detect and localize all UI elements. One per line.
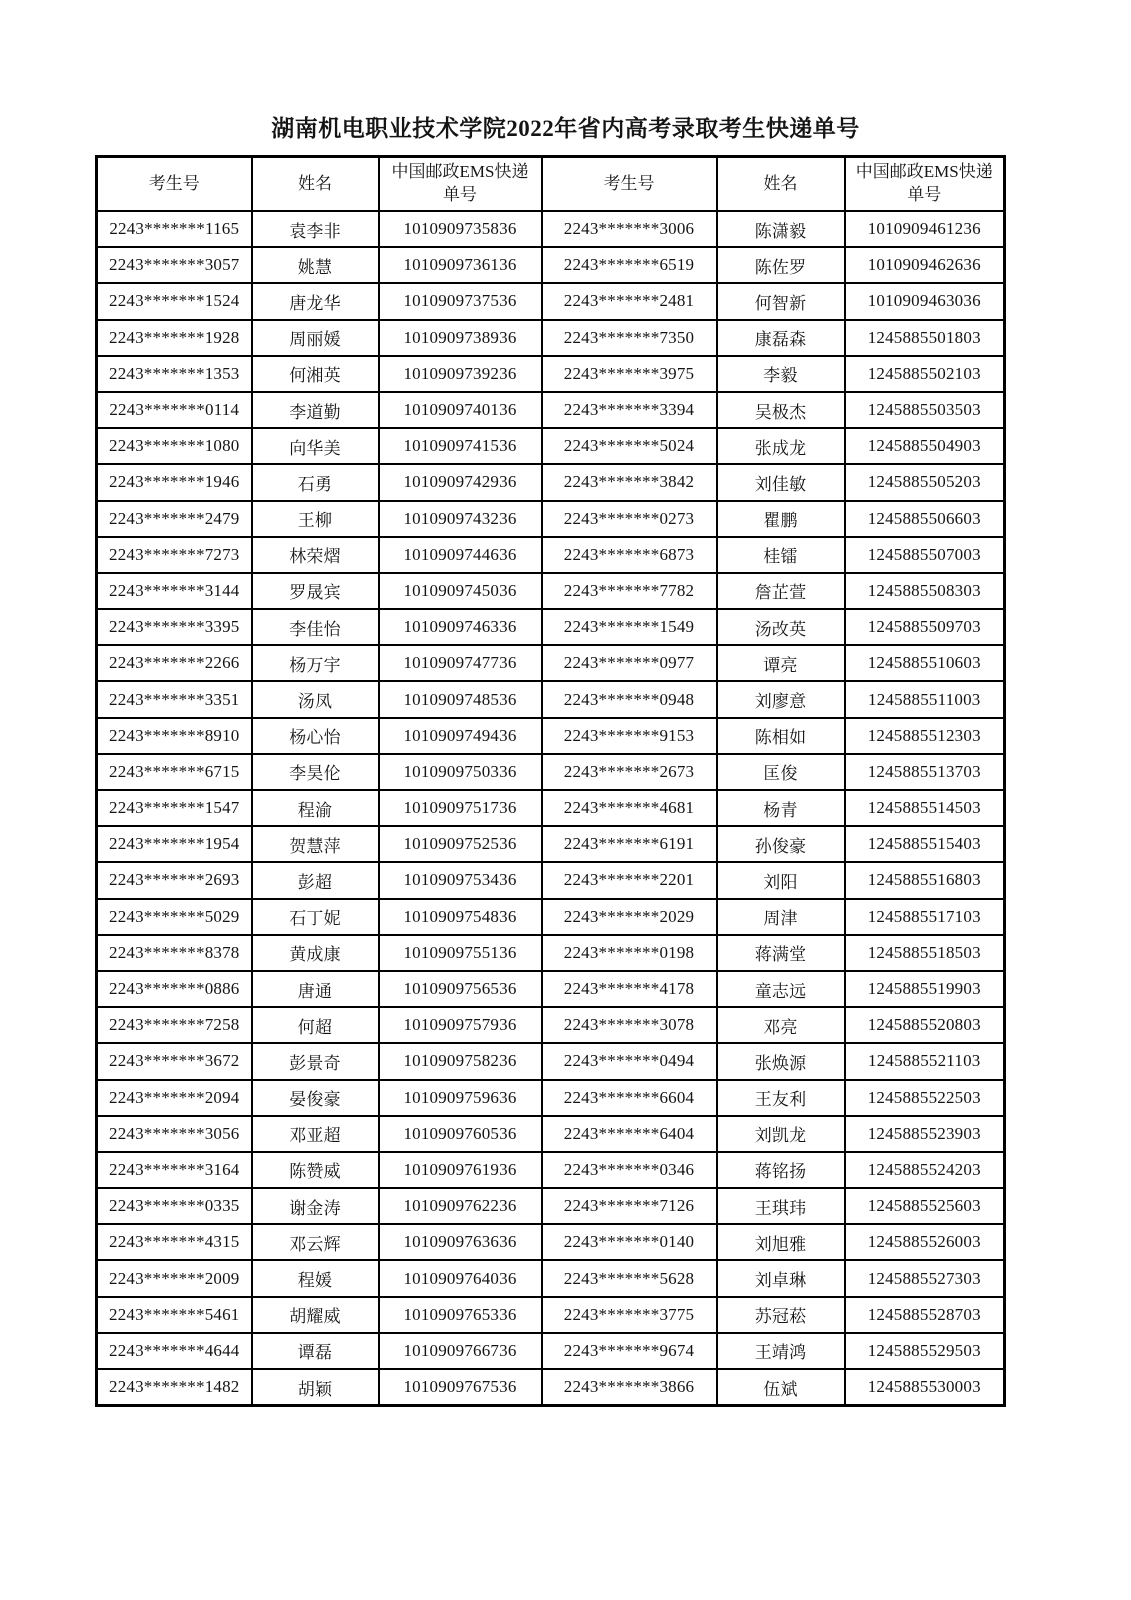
candidate-no-cell: 2243*******1954 [97,826,252,862]
table-row [97,501,1005,537]
candidate-no-cell: 2243*******5461 [97,1297,252,1333]
tracking-no-cell: 1010909752536 [379,826,542,862]
tracking-no-cell: 1245885503503 [845,392,1005,428]
tracking-no-cell: 1245885522503 [845,1080,1005,1116]
tracking-no-cell: 1245885515403 [845,826,1005,862]
candidate-no-cell: 2243*******1547 [97,790,252,826]
name-cell: 何超 [252,1007,379,1043]
tracking-no-cell: 1245885506603 [845,501,1005,537]
table-row [97,392,1005,428]
candidate-no-cell: 2243*******3975 [542,356,717,392]
candidate-no-cell: 2243*******2009 [97,1260,252,1296]
name-cell: 蒋满堂 [717,935,845,971]
candidate-no-cell: 2243*******3057 [97,247,252,283]
candidate-no-cell: 2243*******3395 [97,609,252,645]
name-cell: 袁李非 [252,211,379,247]
candidate-no-cell: 2243*******3672 [97,1043,252,1079]
name-cell: 陈佐罗 [717,247,845,283]
tracking-no-cell: 1010909461236 [845,211,1005,247]
header-candidate-no-left: 考生号 [97,157,252,212]
name-cell: 杨青 [717,790,845,826]
header-row [97,157,1005,212]
table-row [97,1043,1005,1079]
name-cell: 胡颖 [252,1369,379,1406]
table-row [97,609,1005,645]
candidate-no-cell: 2243*******3351 [97,681,252,717]
tracking-no-cell: 1245885501803 [845,320,1005,356]
candidate-no-cell: 2243*******7350 [542,320,717,356]
name-cell: 何湘英 [252,356,379,392]
name-cell: 刘廖意 [717,681,845,717]
table-row [97,464,1005,500]
candidate-no-cell: 2243*******1928 [97,320,252,356]
name-cell: 王柳 [252,501,379,537]
name-cell: 刘阳 [717,862,845,898]
table-row [97,754,1005,790]
tracking-no-cell: 1245885505203 [845,464,1005,500]
tracking-no-cell: 1010909749436 [379,718,542,754]
table-body [97,211,1005,1406]
table-row [97,211,1005,247]
name-cell: 孙俊豪 [717,826,845,862]
candidate-no-cell: 2243*******4644 [97,1333,252,1369]
header-name-right: 姓名 [717,157,845,212]
candidate-no-cell: 2243*******2673 [542,754,717,790]
name-cell: 何智新 [717,283,845,319]
name-cell: 汤改英 [717,609,845,645]
tracking-no-cell: 1245885521103 [845,1043,1005,1079]
name-cell: 瞿鹏 [717,501,845,537]
name-cell: 刘旭雅 [717,1224,845,1260]
candidate-no-cell: 2243*******3144 [97,573,252,609]
candidate-no-cell: 2243*******8910 [97,718,252,754]
name-cell: 杨万宇 [252,645,379,681]
tracking-no-cell: 1245885524203 [845,1152,1005,1188]
table-row [97,1007,1005,1043]
name-cell: 彭景奇 [252,1043,379,1079]
tracking-no-cell: 1010909759636 [379,1080,542,1116]
candidate-no-cell: 2243*******7126 [542,1188,717,1224]
table-row [97,356,1005,392]
candidate-no-cell: 2243*******4315 [97,1224,252,1260]
header-ems-no-right: 中国邮政EMS快递单号 [845,157,1005,212]
candidate-no-cell: 2243*******3775 [542,1297,717,1333]
table-row [97,899,1005,935]
name-cell: 苏冠菘 [717,1297,845,1333]
candidate-no-cell: 2243*******3866 [542,1369,717,1406]
candidate-no-cell: 2243*******7273 [97,537,252,573]
tracking-no-cell: 1245885514503 [845,790,1005,826]
tracking-no-cell: 1245885526003 [845,1224,1005,1260]
tracking-no-cell: 1010909763636 [379,1224,542,1260]
tracking-no-cell: 1010909745036 [379,573,542,609]
name-cell: 谢金涛 [252,1188,379,1224]
tracking-no-cell: 1245885518503 [845,935,1005,971]
tracking-no-cell: 1010909761936 [379,1152,542,1188]
candidate-no-cell: 2243*******2094 [97,1080,252,1116]
name-cell: 姚慧 [252,247,379,283]
tracking-no-cell: 1010909756536 [379,971,542,1007]
candidate-no-cell: 2243*******1165 [97,211,252,247]
tracking-no-cell: 1245885509703 [845,609,1005,645]
candidate-no-cell: 2243*******5029 [97,899,252,935]
name-cell: 谭磊 [252,1333,379,1369]
table-row [97,971,1005,1007]
tracking-no-cell: 1010909766736 [379,1333,542,1369]
name-cell: 杨心怡 [252,718,379,754]
tracking-no-cell: 1010909765336 [379,1297,542,1333]
header-ems-no-left: 中国邮政EMS快递单号 [379,157,542,212]
name-cell: 贺慧萍 [252,826,379,862]
name-cell: 詹芷萱 [717,573,845,609]
table-row [97,428,1005,464]
tracking-no-cell: 1245885527303 [845,1260,1005,1296]
candidate-no-cell: 2243*******6873 [542,537,717,573]
name-cell: 康磊森 [717,320,845,356]
candidate-no-cell: 2243*******9674 [542,1333,717,1369]
candidate-no-cell: 2243*******0346 [542,1152,717,1188]
table-row [97,1080,1005,1116]
name-cell: 桂镭 [717,537,845,573]
table-row [97,681,1005,717]
name-cell: 吴极杰 [717,392,845,428]
name-cell: 邓亚超 [252,1116,379,1152]
table-row [97,1260,1005,1296]
name-cell: 匡俊 [717,754,845,790]
name-cell: 黄成康 [252,935,379,971]
table-row [97,862,1005,898]
tracking-no-cell: 1010909462636 [845,247,1005,283]
tracking-no-cell: 1010909764036 [379,1260,542,1296]
tracking-no-cell: 1010909740136 [379,392,542,428]
name-cell: 刘卓琳 [717,1260,845,1296]
name-cell: 汤凤 [252,681,379,717]
name-cell: 石丁妮 [252,899,379,935]
candidate-no-cell: 2243*******4178 [542,971,717,1007]
candidate-no-cell: 2243*******5024 [542,428,717,464]
candidate-no-cell: 2243*******3394 [542,392,717,428]
name-cell: 王靖鸿 [717,1333,845,1369]
candidate-no-cell: 2243*******1946 [97,464,252,500]
table-row [97,573,1005,609]
name-cell: 唐通 [252,971,379,1007]
tracking-no-cell: 1010909750336 [379,754,542,790]
name-cell: 唐龙华 [252,283,379,319]
name-cell: 程渝 [252,790,379,826]
tracking-no-cell: 1010909463036 [845,283,1005,319]
name-cell: 周津 [717,899,845,935]
name-cell: 刘凯龙 [717,1116,845,1152]
tracking-no-cell: 1010909743236 [379,501,542,537]
tracking-no-cell: 1010909760536 [379,1116,542,1152]
tracking-no-cell: 1245885523903 [845,1116,1005,1152]
name-cell: 李毅 [717,356,845,392]
candidate-no-cell: 2243*******1549 [542,609,717,645]
tracking-no-cell: 1245885519903 [845,971,1005,1007]
name-cell: 邓亮 [717,1007,845,1043]
name-cell: 陈赞威 [252,1152,379,1188]
candidate-no-cell: 2243*******0335 [97,1188,252,1224]
tracking-no-cell: 1010909744636 [379,537,542,573]
name-cell: 胡耀威 [252,1297,379,1333]
tracking-no-cell: 1010909757936 [379,1007,542,1043]
table-row [97,320,1005,356]
candidate-no-cell: 2243*******0948 [542,681,717,717]
candidate-no-cell: 2243*******6404 [542,1116,717,1152]
candidate-no-cell: 2243*******1080 [97,428,252,464]
tracking-no-cell: 1010909747736 [379,645,542,681]
candidate-no-cell: 2243*******2481 [542,283,717,319]
candidate-no-cell: 2243*******0494 [542,1043,717,1079]
candidate-no-cell: 2243*******6715 [97,754,252,790]
tracking-no-cell: 1010909755136 [379,935,542,971]
name-cell: 童志远 [717,971,845,1007]
tracking-no-cell: 1010909758236 [379,1043,542,1079]
candidate-no-cell: 2243*******2266 [97,645,252,681]
candidate-no-cell: 2243*******4681 [542,790,717,826]
candidate-no-cell: 2243*******6519 [542,247,717,283]
candidate-no-cell: 2243*******7782 [542,573,717,609]
tracking-no-cell: 1245885516803 [845,862,1005,898]
tracking-no-cell: 1010909737536 [379,283,542,319]
table-row [97,645,1005,681]
table-row [97,1116,1005,1152]
tracking-no-cell: 1010909751736 [379,790,542,826]
candidate-no-cell: 2243*******6604 [542,1080,717,1116]
candidate-no-cell: 2243*******3078 [542,1007,717,1043]
name-cell: 张成龙 [717,428,845,464]
tracking-no-cell: 1245885512303 [845,718,1005,754]
candidate-no-cell: 2243*******3006 [542,211,717,247]
candidate-no-cell: 2243*******7258 [97,1007,252,1043]
tracking-no-cell: 1245885504903 [845,428,1005,464]
table-row [97,283,1005,319]
table-row [97,1188,1005,1224]
name-cell: 陈相如 [717,718,845,754]
name-cell: 王琪玮 [717,1188,845,1224]
candidate-no-cell: 2243*******0273 [542,501,717,537]
tracking-no-cell: 1010909738936 [379,320,542,356]
table-row [97,1224,1005,1260]
tracking-no-cell: 1010909748536 [379,681,542,717]
table-row [97,935,1005,971]
tracking-no-cell: 1245885502103 [845,356,1005,392]
header-name-left: 姓名 [252,157,379,212]
candidate-no-cell: 2243*******3842 [542,464,717,500]
tracking-no-cell: 1245885511003 [845,681,1005,717]
name-cell: 刘佳敏 [717,464,845,500]
table-row [97,537,1005,573]
name-cell: 蒋铭扬 [717,1152,845,1188]
candidate-no-cell: 2243*******3164 [97,1152,252,1188]
tracking-no-cell: 1245885529503 [845,1333,1005,1369]
candidate-no-cell: 2243*******8378 [97,935,252,971]
name-cell: 晏俊豪 [252,1080,379,1116]
table-row [97,247,1005,283]
table-row [97,1369,1005,1406]
candidate-no-cell: 2243*******2201 [542,862,717,898]
tracking-no-cell: 1010909767536 [379,1369,542,1406]
table-row [97,1333,1005,1369]
candidate-no-cell: 2243*******1353 [97,356,252,392]
tracking-no-cell: 1010909753436 [379,862,542,898]
name-cell: 李昊伦 [252,754,379,790]
tracking-no-cell: 1010909739236 [379,356,542,392]
candidate-no-cell: 2243*******1482 [97,1369,252,1406]
name-cell: 邓云辉 [252,1224,379,1260]
tracking-no-cell: 1245885517103 [845,899,1005,935]
candidate-no-cell: 2243*******0886 [97,971,252,1007]
tracking-no-cell: 1245885510603 [845,645,1005,681]
name-cell: 张焕源 [717,1043,845,1079]
name-cell: 林荣熠 [252,537,379,573]
tracking-no-cell: 1245885513703 [845,754,1005,790]
tracking-no-cell: 1010909754836 [379,899,542,935]
candidate-no-cell: 2243*******2029 [542,899,717,935]
tracking-no-cell: 1010909762236 [379,1188,542,1224]
tracking-no-cell: 1010909741536 [379,428,542,464]
name-cell: 李道勤 [252,392,379,428]
table-row [97,826,1005,862]
candidate-no-cell: 2243*******2479 [97,501,252,537]
name-cell: 向华美 [252,428,379,464]
table-row [97,790,1005,826]
tracking-no-cell: 1245885528703 [845,1297,1005,1333]
candidate-no-cell: 2243*******0977 [542,645,717,681]
tracking-no-cell: 1245885530003 [845,1369,1005,1406]
name-cell: 罗晟宾 [252,573,379,609]
candidate-no-cell: 2243*******0140 [542,1224,717,1260]
candidate-no-cell: 2243*******1524 [97,283,252,319]
tracking-no-cell: 1245885525603 [845,1188,1005,1224]
express-number-table [95,155,1006,1407]
candidate-no-cell: 2243*******0114 [97,392,252,428]
header-candidate-no-right: 考生号 [542,157,717,212]
tracking-no-cell: 1010909742936 [379,464,542,500]
tracking-no-cell: 1010909746336 [379,609,542,645]
page-title: 湖南机电职业技术学院2022年省内高考录取考生快递单号 [271,116,860,141]
table-row [97,718,1005,754]
table-header [97,157,1005,212]
name-cell: 彭超 [252,862,379,898]
name-cell: 李佳怡 [252,609,379,645]
name-cell: 王友利 [717,1080,845,1116]
tracking-no-cell: 1245885520803 [845,1007,1005,1043]
candidate-no-cell: 2243*******6191 [542,826,717,862]
candidate-no-cell: 2243*******9153 [542,718,717,754]
candidate-no-cell: 2243*******3056 [97,1116,252,1152]
name-cell: 谭亮 [717,645,845,681]
name-cell: 石勇 [252,464,379,500]
name-cell: 程媛 [252,1260,379,1296]
candidate-no-cell: 2243*******2693 [97,862,252,898]
candidate-no-cell: 2243*******0198 [542,935,717,971]
tracking-no-cell: 1010909735836 [379,211,542,247]
table-row [97,1152,1005,1188]
tracking-no-cell: 1010909736136 [379,247,542,283]
name-cell: 周丽媛 [252,320,379,356]
candidate-no-cell: 2243*******5628 [542,1260,717,1296]
tracking-no-cell: 1245885507003 [845,537,1005,573]
name-cell: 伍斌 [717,1369,845,1406]
tracking-no-cell: 1245885508303 [845,573,1005,609]
name-cell: 陈潇毅 [717,211,845,247]
table-row [97,1297,1005,1333]
